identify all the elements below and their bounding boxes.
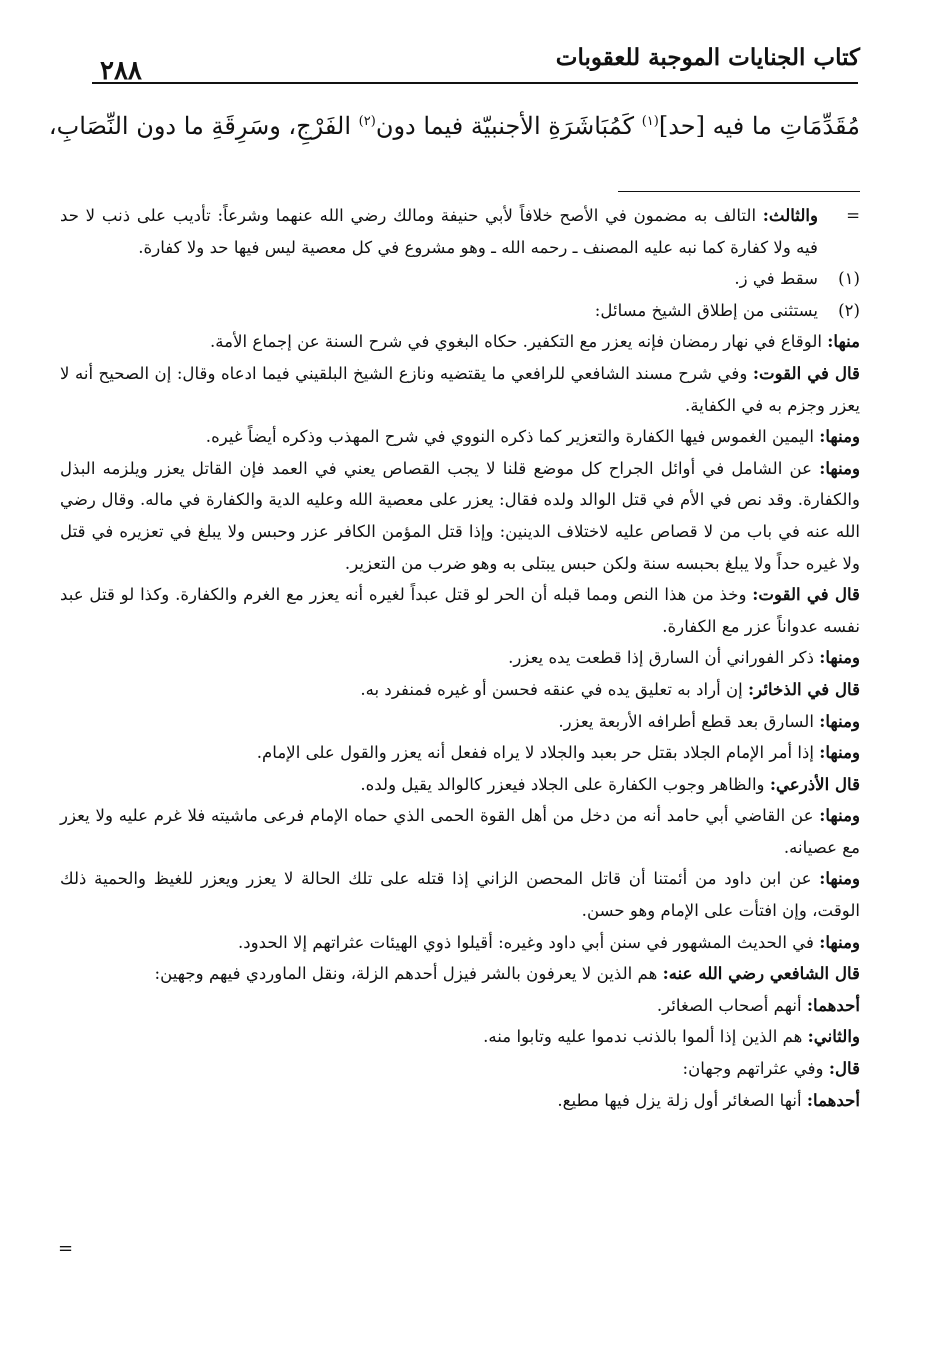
paragraph-text: عن القاضي أبي حامد أنه من دخل من أهل القوة الحمى الذي حماه الإمام فرعى ماشيته فلا غرم عليه ولا يعزر مع عصيانه. <box>60 806 860 857</box>
paragraph-label: أحدهما: <box>806 994 860 1015</box>
paragraph-label: قال في القوت: <box>752 584 860 605</box>
paragraph-text: هم الذين لا يعرفون بالشر فيزل أحدهم الزلة، ونقل الماوردي فيهم وجهين: <box>154 964 663 984</box>
footnote-paragraph <box>60 358 860 421</box>
paragraph-label: ومنها: <box>819 868 860 889</box>
paragraph-text: وفي عثراتهم وجهان: <box>682 1059 829 1079</box>
footnote-paragraph <box>60 769 860 801</box>
running-header-title: كتاب الجنايات الموجبة للعقوبات <box>555 44 860 71</box>
paragraph-text: هم الذين إذا ألموا بالذنب ندموا عليه وتابوا منه. <box>483 1027 808 1047</box>
footnote-1 <box>60 263 860 295</box>
paragraph-label: ومنها: <box>819 457 860 478</box>
header-rule <box>92 82 858 84</box>
main-text-part: مُقَدِّمَاتِ ما فيه [حد] <box>658 112 860 140</box>
footnote-paragraph <box>60 990 860 1022</box>
footnote-paragraph <box>60 863 860 926</box>
footnote-2-paragraphs <box>60 326 860 1116</box>
footnote-separator <box>618 191 860 192</box>
main-text-part: كَمُبَاشَرَةِ الأجنبيّة فيما دون <box>375 112 642 140</box>
paragraph-label: أحدهما: <box>806 1089 860 1110</box>
paragraph-label: قال في القوت: <box>752 362 860 383</box>
paragraph-text: ذكر الفوراني أن السارق إذا قطعت يده يعزر. <box>508 648 820 668</box>
page-number: ٢٨٨ <box>100 56 142 86</box>
footnote-paragraph <box>60 927 860 959</box>
paragraph-text: والظاهر وجوب الكفارة على الجلاد فيعزر كالوالد يقيل ولده. <box>360 774 770 794</box>
footnote-paragraph <box>60 706 860 738</box>
paragraph-text: في الحديث المشهور في سنن أبي داود وغيره: أقيلوا ذوي الهيئات عثراتهم إلا الحدود. <box>237 932 820 952</box>
paragraph-label: والثالث: <box>762 205 818 225</box>
paragraph-text: عن الشامل في أوائل الجراح كل موضع قلنا لا يجب القصاص يعني في العمد فإن القاتل يعزر ويلزمه البذل والكفارة. وقد نص في الأم في قتل الوالد ولده فقال: يعزر على معصية الله وعليه الدية والكفارة في ماله. وقال رضي الله عنه في باب من لا قصاص عليه لاختلاف الدينين: وإذا قتل المؤمن الكافر عزر وحبس ولا يبلغ في تعزيره في قتل ولا غيره حداً ولا يبلغ بحبسه سنة ولكن حبس يبتلى به وهو ضرب من التعزير. <box>60 458 860 573</box>
continuation-mark: = <box>846 206 860 225</box>
footnote-paragraph <box>60 453 860 579</box>
footnote-paragraph <box>60 800 860 863</box>
paragraph-text: وخذ من هذا النص ومما قبله أن الحر لو قتل عبداً لغيره أنه يعزر مع الغرم والكفارة. وكذا لو قتل عبد نفسه عدواناً عزر مع الكفارة. <box>60 585 860 636</box>
paragraph-text: إذا أمر الإمام الجلاد بقتل حر بعبد والجلاد لا يراه ففعل أنه يعزر والقول على الإمام. <box>256 743 820 763</box>
footnote-paragraph <box>60 1053 860 1085</box>
paragraph-text: وفي شرح مسند الشافعي للرافعي ما يقتضيه ونازع الشيخ البلقيني فيما ادعاه وقال: إن الصحيح أنه لا يعزر وجزم به في الكفاية. <box>60 363 860 415</box>
footnote-paragraph <box>60 1085 860 1117</box>
paragraph-text: التالف به مضمون في الأصح خلافاً لأبي حنيفة ومالك رضي الله عنهما وشرعاً: تأديب على ذنب لا حد فيه ولا كفارة كما نبه عليه المصنف ـ رحمه الله ـ وهو مشروع في كل معصية ليس فيها حد ولا كفارة. <box>60 206 818 257</box>
paragraph-text: السارق بعد قطع أطرافه الأربعة يعزر. <box>558 711 820 731</box>
paragraph-text: أنهم أصحاب الصغائر. <box>656 995 807 1015</box>
paragraph-label: ومنها: <box>819 710 860 731</box>
paragraph-label: ومنها: <box>819 426 860 447</box>
footnote-number: (٢) <box>838 300 860 320</box>
footnote-paragraph <box>60 326 860 358</box>
paragraph-label: ومنها: <box>819 742 860 763</box>
footnote-text: يستثنى من إطلاق الشيخ مسائل: <box>594 300 818 320</box>
footnote-text: سقط في ز. <box>734 269 818 289</box>
paragraph-label: ومنها: <box>819 805 860 826</box>
footnote-paragraph <box>60 642 860 674</box>
footnote-paragraph <box>60 737 860 769</box>
end-continuation-mark: = <box>58 1238 74 1259</box>
footnote-ref: (٢) <box>358 114 376 129</box>
footnote-continuation <box>60 200 860 263</box>
footnote-paragraph <box>60 579 860 642</box>
paragraph-label: ومنها: <box>819 647 860 668</box>
paragraph-label: ومنها: <box>819 931 860 952</box>
footnote-ref: (١) <box>641 114 659 129</box>
footnote-number: (١) <box>838 269 860 289</box>
paragraph-label: قال الأذرعي: <box>769 773 860 794</box>
footnote-paragraph <box>60 674 860 706</box>
footnote-2 <box>60 295 860 327</box>
footnote-paragraph <box>60 958 860 990</box>
paragraph-label: والثاني: <box>807 1026 860 1047</box>
paragraph-text: الوقاع في نهار رمضان فإنه يعزر مع التكفير. حكاه البغوي في شرح السنة عن إجماع الأمة. <box>210 332 828 352</box>
footnote-paragraph <box>60 421 860 453</box>
paragraph-label: قال: <box>828 1058 860 1079</box>
footnote-paragraph <box>60 200 818 263</box>
footnotes <box>60 200 860 1116</box>
paragraph-text: إن أراد به تعليق يده في عنقه فحسن أو غيره فمنفرد به. <box>360 679 749 699</box>
paragraph-label: قال في الذخائر: <box>748 678 860 699</box>
footnote-paragraph <box>60 1021 860 1053</box>
paragraph-text: اليمين الغموس فيها الكفارة والتعزير كما ذكره النووي في شرح المهذب وذكره أيضاً غيره. <box>205 427 820 447</box>
paragraph-label: منها: <box>827 331 860 352</box>
main-text-part: الفَرْجِ، وسَرِقَةِ ما دون النِّصَابِ، <box>48 112 359 140</box>
paragraph-label: قال الشافعي رضي الله عنه: <box>662 963 860 984</box>
main-text-line <box>48 112 860 140</box>
paragraph-text: أنها الصغائر أول زلة يزل فيها مطيع. <box>557 1090 807 1110</box>
paragraph-text: عن ابن داود من أئمتنا أن قاتل المحصن الزاني إذا قتله على تلك الحالة لا يعزر ويعزر للغيظ والحمية ذلك الوقت، وإن افتأت على الإمام وهو حسن. <box>60 869 860 921</box>
